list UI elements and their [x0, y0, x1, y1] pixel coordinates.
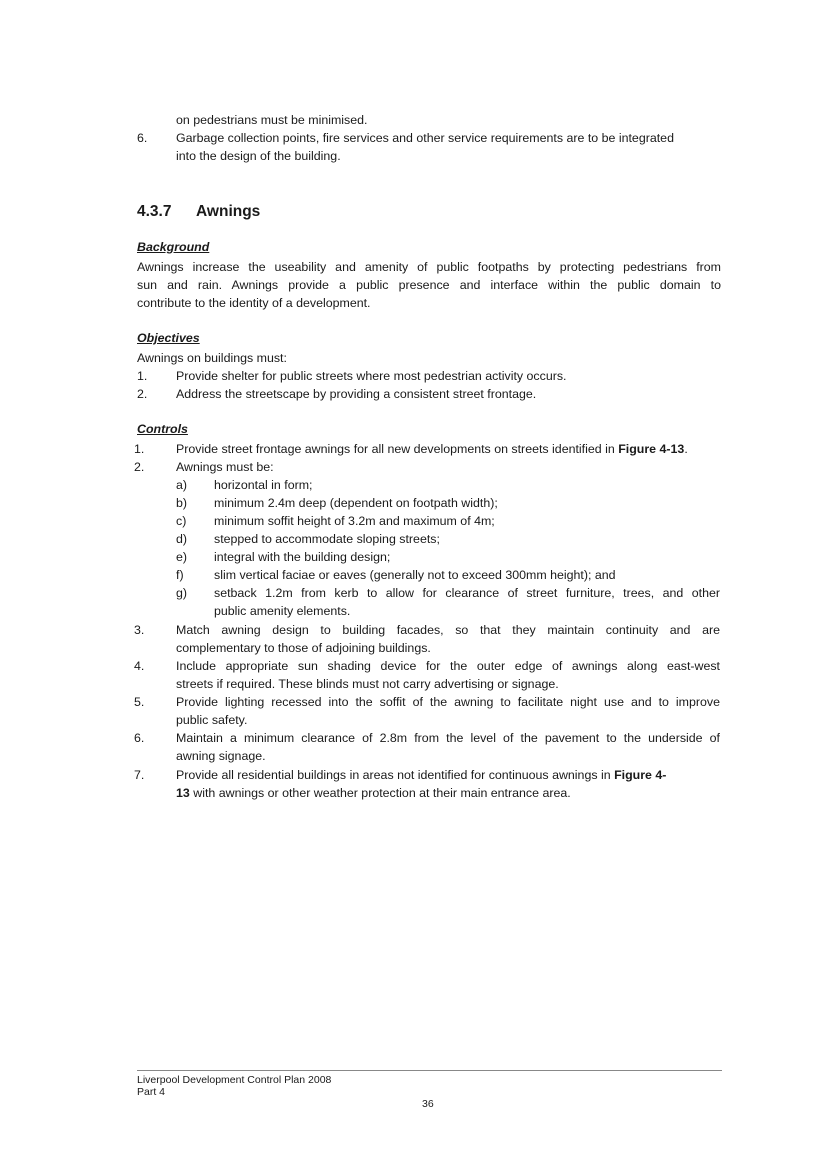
background-paragraph-line: Awnings increase the useability and amenity of public footpaths by protecting pedestrians from	[137, 260, 721, 274]
list-number: 6.	[137, 131, 148, 145]
list-number: 3.	[134, 623, 145, 637]
list-number: 5.	[134, 695, 145, 709]
figure-reference: Figure 4-	[614, 768, 667, 782]
list-number: 7.	[134, 768, 145, 782]
figure-reference: 13	[176, 786, 190, 800]
objectives-intro: Awnings on buildings must:	[137, 351, 287, 365]
sub-list-letter: a)	[176, 478, 188, 492]
footer-part: Part 4	[137, 1086, 166, 1098]
list-item-text: streets if required. These blinds must not carry advertising or signage.	[176, 677, 559, 691]
objectives-heading: Objectives	[137, 331, 200, 345]
list-number: 2.	[137, 387, 148, 401]
figure-reference: Figure 4-13	[618, 442, 685, 456]
list-item-text: complementary to those of adjoining buildings.	[176, 641, 431, 655]
background-paragraph-line: sun and rain. Awnings provide a public presence and interface within the public domain to	[137, 278, 721, 292]
list-item-text: Provide street frontage awnings for all new developments on streets identified in Figure 4-13.	[176, 442, 688, 456]
list-number: 2.	[134, 460, 145, 474]
sub-list-text: minimum 2.4m deep (dependent on footpath width);	[214, 496, 498, 510]
sub-list-text: horizontal in form;	[214, 478, 313, 492]
sub-list-text: integral with the building design;	[214, 550, 391, 564]
sub-list-letter: c)	[176, 514, 187, 528]
list-item-text: Provide all residential buildings in areas not identified for continuous awnings in Figure 4-	[176, 768, 667, 782]
sub-list-letter: g)	[176, 586, 188, 600]
sub-list-text: stepped to accommodate sloping streets;	[214, 532, 440, 546]
list-item-text: Include appropriate sun shading device for the outer edge of awnings along east-west	[176, 659, 720, 673]
list-item-text: Awnings must be:	[176, 460, 274, 474]
list-number: 1.	[134, 442, 145, 456]
background-paragraph-line: contribute to the identity of a development.	[137, 296, 371, 310]
list-number: 4.	[134, 659, 145, 673]
list-item-text: Provide shelter for public streets where most pedestrian activity occurs.	[176, 369, 567, 383]
sub-list-text: public amenity elements.	[214, 604, 351, 618]
sub-list-text: slim vertical faciae or eaves (generally not to exceed 300mm height); and	[214, 568, 616, 582]
page-number: 36	[422, 1098, 434, 1110]
sub-list-letter: d)	[176, 532, 188, 546]
list-item-text: 13 with awnings or other weather protection at their main entrance area.	[176, 786, 571, 800]
controls-heading: Controls	[137, 422, 188, 436]
footer-divider	[137, 1070, 722, 1071]
sub-list-text: setback 1.2m from kerb to allow for clearance of street furniture, trees, and other	[214, 586, 720, 600]
section-number: 4.3.7	[137, 203, 172, 220]
list-item-text: Garbage collection points, fire services and other service requirements are to be integrated	[176, 131, 674, 145]
background-heading: Background	[137, 240, 210, 254]
list-number: 6.	[134, 731, 145, 745]
list-item-continuation: on pedestrians must be minimised.	[176, 113, 368, 127]
sub-list-text: minimum soffit height of 3.2m and maximum of 4m;	[214, 514, 495, 528]
sub-list-letter: e)	[176, 550, 188, 564]
sub-list-letter: b)	[176, 496, 188, 510]
section-title: Awnings	[196, 203, 261, 220]
list-number: 1.	[137, 369, 148, 383]
list-item-text: Provide lighting recessed into the soffit of the awning to facilitate night use and to improve	[176, 695, 720, 709]
list-item-text: into the design of the building.	[176, 149, 341, 163]
list-item-text: Address the streetscape by providing a consistent street frontage.	[176, 387, 537, 401]
list-item-text: public safety.	[176, 713, 248, 727]
footer-document-title: Liverpool Development Control Plan 2008	[137, 1074, 332, 1086]
list-item-text: awning signage.	[176, 749, 266, 763]
sub-list-letter: f)	[176, 568, 184, 582]
list-item-text: Maintain a minimum clearance of 2.8m from the level of the pavement to the underside of	[176, 731, 720, 745]
list-item-text: Match awning design to building facades, so that they maintain continuity and are	[176, 623, 720, 637]
